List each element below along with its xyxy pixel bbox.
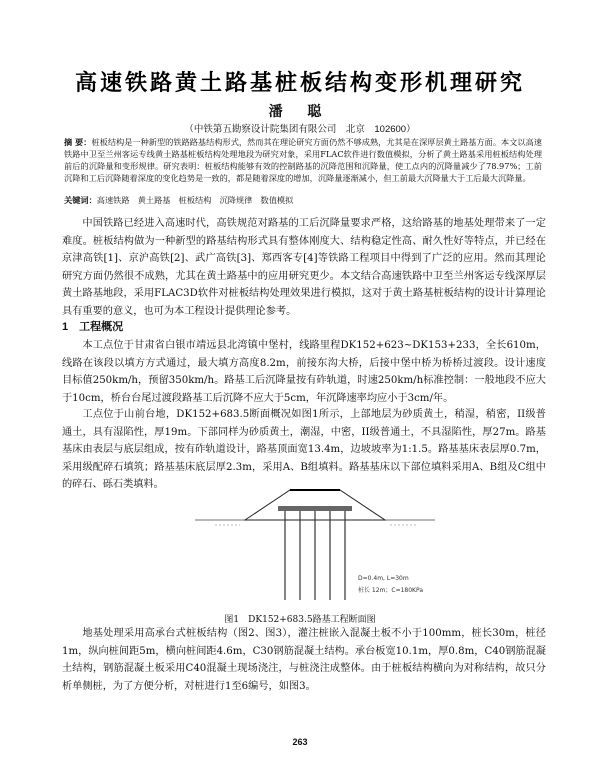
abstract bbox=[64, 136, 542, 184]
abstract-text: 桩板结构是一种新型的铁路路基结构形式，然而其在理论研究方面仍然不够成熟，尤其是在深厚层黄土路基方面。本文以高速铁路中卫至兰州客运专线黄土路基桩板结构处理地段为研究对象，采用FLAC软件进行数值模拟，分析了黄土路基采用桩板结构处理前后的沉降量和变形规律。研究表明：桩板结构能够有效的控制路基的沉降范围和沉降量，使工点内的沉降量减少了78.97%；工前沉降和工后沉降随着深度的变化趋势是一致的，都是随着深度的增加，沉降量逐渐减小，但工前最大沉降量大于工后最大沉降量。 bbox=[64, 137, 542, 183]
abstract-label: 摘 要： bbox=[64, 137, 92, 147]
figure-1-cross-section bbox=[190, 480, 440, 610]
section1-paragraph-1: 本工点位于甘肃省白银市靖远县北湾镇中堡村，线路里程DK152+623~DK153+233，全长610m，线路在该段以填方方式通过，最大填方高度8.2m，前接东沟大桥，后接中堡中桥为桥桥过渡段。设计速度目标值250km/h，预留350km/h。路基工后沉降量按有砟轨道，时速250km/h标准控制：一般地段不应大于10cm，桥台台尾过渡段路基工后沉降不应大于5cm，年沉降速率均应小于3cm/年。 bbox=[62, 340, 546, 404]
paper-author: 潘 聪 bbox=[268, 104, 332, 120]
page-number: 263 bbox=[292, 737, 308, 747]
paper-affiliation: （中铁第五勘察设计院集团有限公司 北京 102600） bbox=[184, 124, 416, 135]
figure-note: 桩长 12m；C=180KPa bbox=[358, 587, 424, 594]
section1-paragraph-2: 工点位于山前台地，DK152+683.5断面概况如图1所示，上部地层为砂质黄土，稍湿，稍密，II级普通土，具有湿陷性，厚19m。下部同样为砂质黄土，潮湿，中密，II级普通土，不具湿陷性，厚27m。路基基床由表层与底层组成，按有砟轨道设计，路基顶面宽13.4m，边坡坡率为1:1.5。路基基床表层厚0.7m，采用级配碎石填筑；路基基床底层厚2.3m，采用A、B组填料。路基基床以下部位填料采用A、B组及C组中的碎石、砾石类填料。 bbox=[62, 409, 546, 490]
paper-title: 高速铁路黄土路基桩板结构变形机理研究 bbox=[74, 70, 525, 96]
section1-part1 bbox=[62, 337, 546, 407]
pile-cap-slab bbox=[278, 506, 352, 511]
intro-paragraph: 中国铁路已经进入高速时代，高铁规范对路基的工后沉降量要求严格，这给路基的地基处理带来了一定难度。桩板结构做为一种新型的路基结构形式具有整体刚度大、结构稳定性高、耐久性好等特点，并已经在京津高铁[1]、京沪高铁[2]、武广高铁[3]、郑西客专[4]等铁路工程项目中得到了广泛的应用。然而其理论研究方面仍然很不成熟，尤其在黄土路基中的应用研究更少。本文结合高速铁路中卫至兰州客运专线深厚层黄土路基地段，采用FLAC3D软件对桩板结构处理效果进行模拟，这对于黄土路基桩板结构的设计计算理论具有重要的意义，也可为本工程设计提供理论参考。 bbox=[62, 218, 546, 317]
intro-section bbox=[62, 215, 546, 320]
section1-part3 bbox=[62, 625, 546, 695]
section1-heading: 1 工程概况 bbox=[62, 321, 124, 333]
keywords-label: 关键词： bbox=[64, 195, 97, 205]
section1-paragraph-3: 地基处理采用高承台式桩板结构（图2、图3），灌注桩嵌入混凝土板不小于100mm，桩长30m，桩径1m，纵向桩间距5m，横向桩间距4.6m，C30钢筋混凝土结构。承台板宽10.1m，厚0.8m，C40钢筋混凝土结构，钢筋混凝土板采用C40混凝土现场浇注，与桩浇注成整体。由于桩板结构横向为对称结构，故只分析单侧桩，为了方便分析，对桩进行1至6编号，如图3。 bbox=[62, 628, 546, 692]
figure-annotation: D=0.4m, L=30m bbox=[358, 575, 409, 582]
figure-1-caption: 图1 DK152+683.5路基工程断面图 bbox=[224, 615, 376, 625]
keywords bbox=[64, 194, 542, 206]
keywords-text: 高速铁路 黄土路基 桩板结构 沉降规律 数值模拟 bbox=[96, 195, 294, 205]
